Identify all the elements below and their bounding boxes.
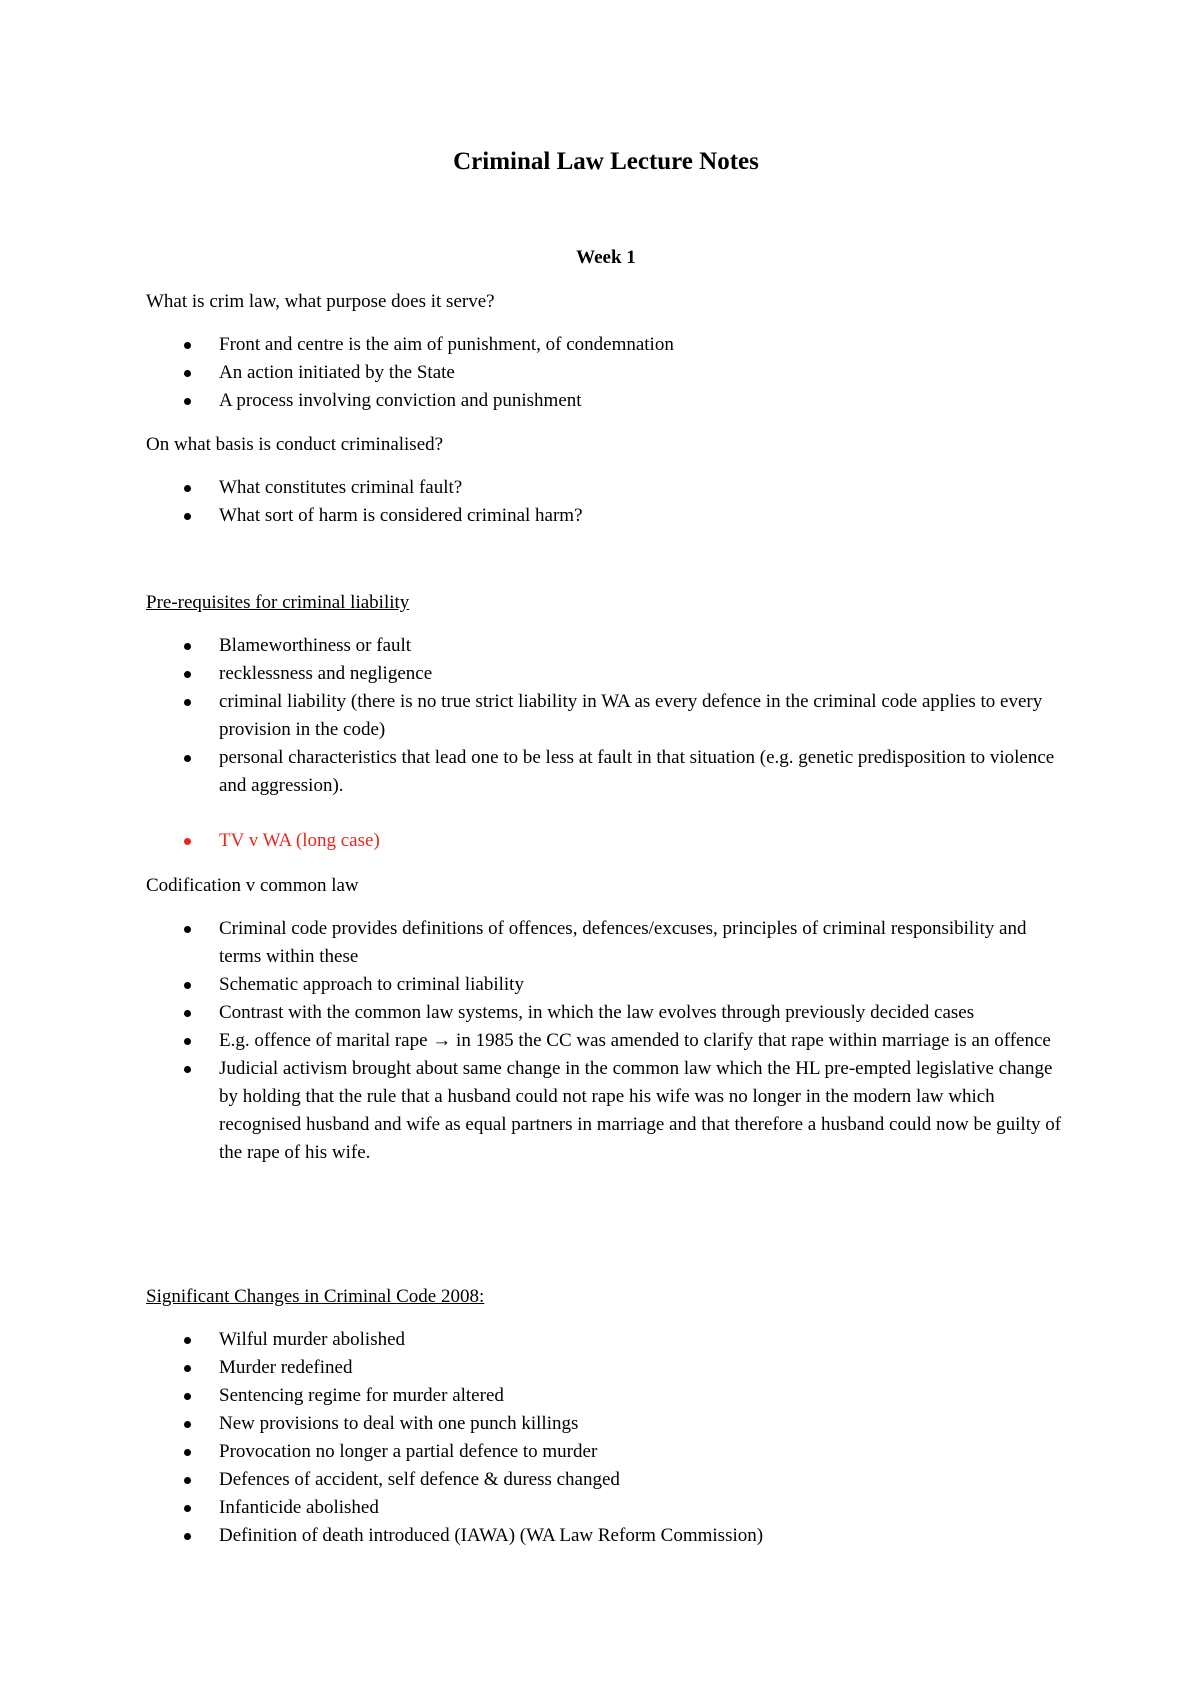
bullet-icon	[184, 1337, 191, 1344]
bullet-icon	[184, 1449, 191, 1456]
bullet-icon	[184, 1365, 191, 1372]
bullet-icon	[184, 342, 191, 349]
section-prerequisites	[146, 589, 1066, 855]
bullet-icon	[184, 1505, 191, 1512]
bullet-icon	[184, 1038, 191, 1045]
section-changes-2008	[146, 1283, 1066, 1550]
section-heading: Significant Changes in Criminal Code 2008:	[146, 1286, 485, 1307]
bullet-icon	[184, 398, 191, 405]
bullet-icon	[184, 982, 191, 989]
list-item: personal characteristics that lead one to be less at fault in that situation (e.g. genetic predisposition to violence and aggression).	[146, 744, 1066, 800]
list-item: Judicial activism brought about same change in the common law which the HL pre-empted legislative change by holding that the rule that a husband could not rape his wife was no longer in the modern law which recognised husband and wife as equal partners in marriage and that therefore a husband could now be guilty of the rape of his wife.	[146, 1055, 1066, 1167]
list-item: New provisions to deal with one punch killings	[146, 1410, 1066, 1438]
bullet-icon	[184, 1393, 191, 1400]
list-item: Infanticide abolished	[146, 1494, 1066, 1522]
list-item: Criminal code provides definitions of offences, defences/excuses, principles of criminal responsibility and terms within these	[146, 915, 1066, 971]
list-item: An action initiated by the State	[146, 359, 1066, 387]
week-heading: Week 1	[576, 247, 636, 268]
section-question: What is crim law, what purpose does it serve?	[146, 291, 495, 312]
list-item: Wilful murder abolished	[146, 1326, 1066, 1354]
list-item: Provocation no longer a partial defence to murder	[146, 1438, 1066, 1466]
section-purpose	[146, 288, 1066, 415]
list-item: Defences of accident, self defence & duress changed	[146, 1466, 1066, 1494]
bullet-icon	[184, 370, 191, 377]
bullet-icon	[184, 1533, 191, 1540]
list-item: Front and centre is the aim of punishment, of condemnation	[146, 331, 1066, 359]
case-list	[146, 827, 1066, 855]
list-item: E.g. offence of marital rape → in 1985 the CC was amended to clarify that rape within marriage is an offence	[146, 1027, 1066, 1055]
bullet-icon	[184, 926, 191, 933]
bullet-list	[146, 474, 1066, 530]
case-reference: TV v WA (long case)	[146, 827, 1066, 855]
bullet-list	[146, 915, 1066, 1167]
list-item: A process involving conviction and punishment	[146, 387, 1066, 415]
list-item: criminal liability (there is no true strict liability in WA as every defence in the criminal code applies to every provision in the code)	[146, 688, 1066, 744]
document-title: Criminal Law Lecture Notes	[453, 148, 759, 175]
list-item: Sentencing regime for murder altered	[146, 1382, 1066, 1410]
bullet-icon	[184, 699, 191, 706]
bullet-icon	[184, 671, 191, 678]
list-item: Definition of death introduced (IAWA) (WA Law Reform Commission)	[146, 1522, 1066, 1550]
bullet-icon	[184, 1010, 191, 1017]
bullet-icon	[184, 755, 191, 762]
bullet-list	[146, 1326, 1066, 1550]
bullet-list	[146, 331, 1066, 415]
bullet-icon	[184, 838, 191, 845]
list-item: What constitutes criminal fault?	[146, 474, 1066, 502]
section-heading: Codification v common law	[146, 875, 359, 896]
bullet-icon	[184, 1421, 191, 1428]
section-heading: Pre-requisites for criminal liability	[146, 592, 410, 613]
bullet-icon	[184, 643, 191, 650]
list-item: Blameworthiness or fault	[146, 632, 1066, 660]
bullet-icon	[184, 485, 191, 492]
list-item: Murder redefined	[146, 1354, 1066, 1382]
bullet-icon	[184, 513, 191, 520]
section-codification	[146, 872, 1066, 1167]
section-question: On what basis is conduct criminalised?	[146, 434, 444, 455]
list-item: Contrast with the common law systems, in which the law evolves through previously decided cases	[146, 999, 1066, 1027]
bullet-icon	[184, 1477, 191, 1484]
bullet-icon	[184, 1066, 191, 1073]
list-item: What sort of harm is considered criminal harm?	[146, 502, 1066, 530]
section-criminalisation	[146, 431, 1066, 530]
list-item: Schematic approach to criminal liability	[146, 971, 1066, 999]
bullet-list	[146, 632, 1066, 800]
list-item: recklessness and negligence	[146, 660, 1066, 688]
